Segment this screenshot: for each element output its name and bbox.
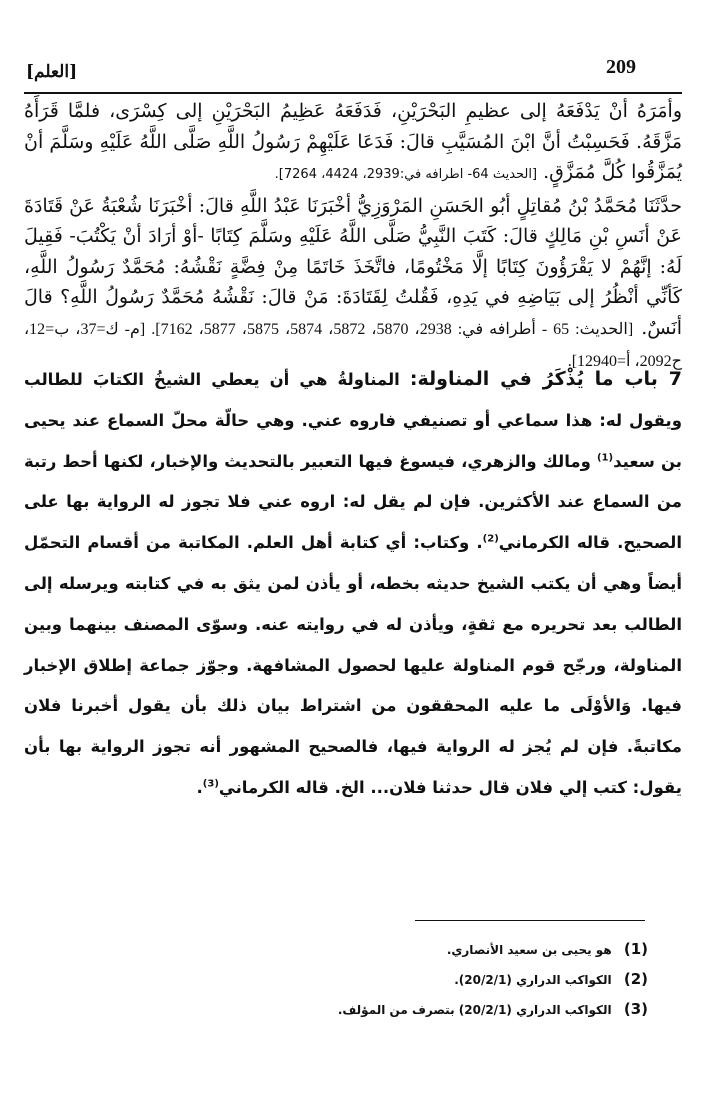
footnote-number: (3) — [623, 1000, 648, 1018]
commentary-text-1: المناولةُ هي أن يعطي الشيخُ الكتابَ للطالب ويقول له: هذا سماعي أو تصنيفي فاروه عني. وهي حالّة محلّ السماع عند يحيى بن سعيد — [24, 370, 682, 471]
page-number: 209 — [606, 56, 636, 78]
footnotes — [24, 934, 648, 1024]
running-head: [العلم] — [26, 62, 78, 82]
footnote-text: الكواكب الدراري (20/2/1). — [454, 973, 612, 987]
footnote-text: الكواكب الدراري (20/2/1) بتصرف من المؤلف. — [337, 1003, 612, 1017]
footnote-item — [24, 994, 648, 1024]
commentary-end: . — [196, 777, 203, 797]
footnote-number: (2) — [623, 970, 648, 988]
footnote-ref-3[interactable]: (3) — [202, 778, 219, 790]
footnote-item — [24, 934, 648, 964]
header-rule — [24, 92, 682, 94]
footnote-rule — [415, 920, 645, 921]
hadith-text-block — [24, 96, 682, 378]
hadith-64-ref: [الحديث 64- اطرافه في:2939، 4424، 7264]. — [274, 167, 538, 182]
kitab-label: . وكتاب — [419, 533, 483, 553]
commentary-text-3: : أي كتابة أهل العلم. المكاتبة من أقسام التحمّل أيضاً وهي أن يكتب الشيخ حديثه بخطه، أو يأذن لمن يثق به في كتابته ويرسله إلى الطالب بعد تحريره مع ثقةٍ، ويأذن له في روايته عنه. وسوّى المصنف بينهما وبين المناولة، ورجّح قوم المناولة عليها لحصول المشافهة. وجوّز جماعة إطلاق الإخبار فيها. وَالأوْلَى ما عليه المحققون من اشتراط بيان ذلك بأن يقول أخبرنا فلان مكاتبةً. فإن لم يُجز له الرواية فيها، فالصحيح المشهور أنه تجوز الرواية بها بأن يقول: كتب إلي فلان قال حدثنا فلان... الخ. قاله الكرماني — [24, 533, 682, 797]
hadith-65 — [24, 191, 682, 378]
commentary-paragraph — [24, 359, 682, 809]
commentary-text-2: ومالك والزهري، فيسوغ فيها التعبير بالتحديث والإخبار، لكنها أحط رتبة من السماع عند الأكثرين. فإن لم يقل له: اروه عني فلا تجوز له الرواية بها على الصحيح. قاله الكرماني — [24, 451, 682, 553]
hadith-64-text: وأمَرَهُ أنْ يَدْفَعَهُ إلى عظيمِ البَحْرَيْنِ، فَدَفَعَهُ عَظِيمُ البَحْرَيْنِ إلى كِسْرَى، فلمَّا قَرَأَهُ مَزَّقَهُ. فَحَسِبْتُ أنَّ ابْنَ المُسَيَّبِ قالَ: فَدَعَا عَلَيْهِمْ رَسُولُ اللَّهِ صَلَّى اللَّهُ عَلَيْهِ وسَلَّمَ أنْ يُمَزَّقُوا كُلَّ مُمَزَّقٍ. — [24, 100, 682, 183]
hadith-64 — [24, 96, 682, 191]
footnote-item — [24, 964, 648, 994]
hadith-65-text: حدَّثَنَا مُحَمَّدُ بْنُ مُقاتِلٍ أبُو الحَسَنِ المَرْوَزِيُّ أخْبَرَنَا عَبْدُ اللَّهِ قالَ: أخْبَرَنَا شُعْبَةُ عَنْ قَتَادَةَ عَنْ أنَسِ بْنِ مَالِكٍ قالَ: كَتَبَ النَّبِيُّ صَلَّى اللَّهُ عَلَيْهِ وسَلَّمَ كِتَابًا -أوْ أرَادَ أنْ يَكْتُبَ- فَقِيلَ لَهُ: إنَّهُمْ لا يَقْرَؤُونَ كِتَابًا إلَّا مَخْتُومًا، فاتَّخَذَ خَاتَمًا مِنْ فِضَّةٍ نَقْشُهُ: مُحَمَّدٌ رَسُولُ اللَّهِ، كَأنِّي أنْظُرُ إلى بَيَاضِهِ في يَدِهِ، فَقُلتُ لِقَتَادَةَ: مَنْ قالَ: نَقْشُهُ مُحَمَّدٌ رَسُولُ اللَّهِ؟ قالَ أنَسٌ. — [24, 194, 683, 339]
chapter-title: 7 باب ما يُذْكَرُ في المناولة: — [409, 368, 682, 390]
hadith-65-ref: [الحديث: 65 - أطرافه في: 2938، 5870، 5872، 5874، 5875، 5877، 7162]. [م- ك=37، ب=12، ح2092، أ=12940]. — [24, 320, 682, 370]
footnote-text: هو يحيى بن سعيد الأنصاري. — [446, 943, 612, 957]
footnote-number: (1) — [623, 940, 648, 958]
footnote-ref-1[interactable]: (1) — [596, 452, 614, 464]
commentary-block — [24, 359, 682, 809]
footnote-ref-2[interactable]: (2) — [482, 533, 499, 545]
